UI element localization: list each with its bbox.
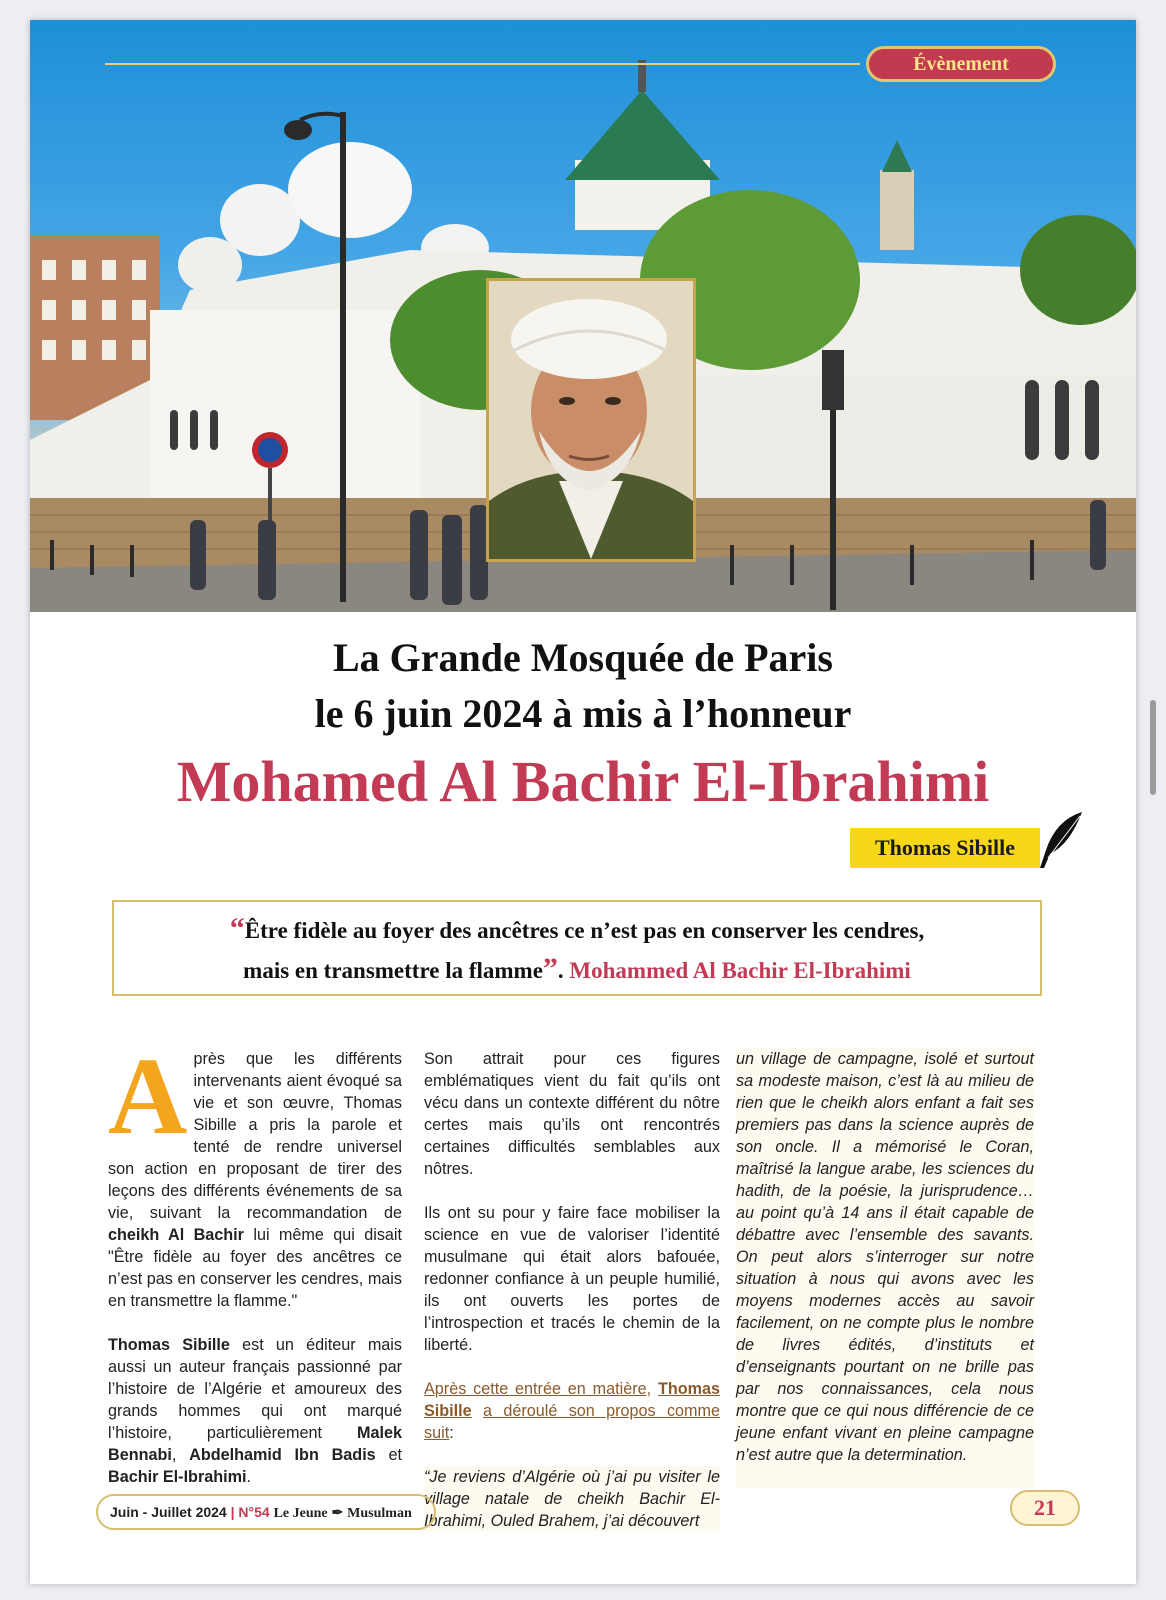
punctuation: , — [171, 1446, 177, 1464]
punctuation: . — [246, 1468, 252, 1486]
page-number: 21 — [1010, 1490, 1080, 1526]
footer-issue-info — [96, 1494, 436, 1530]
section-tag: Évènement — [866, 46, 1056, 82]
paragraph — [108, 1334, 402, 1488]
quill-icon — [1036, 810, 1086, 870]
bold-name: Thomas Sibille — [108, 1336, 230, 1354]
paragraph — [108, 1035, 403, 1312]
paragraph-text: est un éditeur mais aussi un auteur français passionné par l’histoire de l’Algérie et amoureux des grands hommes qui ont marqué l’histoire, particulièrement — [108, 1336, 402, 1442]
mosque-photo — [30, 20, 1136, 612]
link-text[interactable]: a déroulé son propos comme suit — [424, 1402, 721, 1442]
author-badge: Thomas Sibille — [850, 828, 1040, 868]
paragraph: Son attrait pour ces figures emblématiques vient du fait qu’ils ont vécu dans un contexte différent du nôtre certes mais qu’ils ont rencontrés certaines difficultés semblables aux nôtres. — [424, 1050, 720, 1178]
pull-quote — [112, 900, 1042, 996]
paragraph: Ils ont su pour y faire face mobiliser la science en vue de valoriser l’identité musulmane qui était alors bafouée, redonner confiance à un peuple humilié, ils ont ouverts les portes de l’introspection et tracés le chemin de la liberté. — [424, 1204, 720, 1354]
link-text[interactable]: Après cette entrée en matière, — [424, 1380, 652, 1398]
punctuation: : — [449, 1424, 454, 1442]
quote-line-1 — [114, 910, 1040, 950]
footer-separator: | — [230, 1504, 235, 1520]
close-quote-mark: ” — [542, 952, 558, 985]
article-column-3 — [736, 1048, 1034, 1488]
bold-name: Bachir El-Ibrahimi — [108, 1468, 247, 1486]
paragraph: un village de campagne, isolé et surtout sa modeste maison, c’est là au milieu de rien que le cheikh alors enfant a fait ses premiers pas dans la science auprès de son oncle. Il a mémorisé le Coran, maîtrisé la langue arabe, les sciences du hadith, de la poésie, la jurisprudence… au point qu’à 14 ans il était capable de débattre avec l’ensemble des savants. On peut alors s’interroger sur notre situation à nous qui avons avec les moyens modernes accès au savoir facilement, on ne compte plus le nombre de livres édités, d’instituts et d’enseignants pourtant on ne brille pas par nos connaissances, cela nous montre que ce qui nous différencie de ce jeune enfant vivant en pleine campagne n’est autre que la determination. — [736, 1050, 1034, 1464]
open-quote-mark: “ — [229, 912, 245, 945]
article-column-1 — [108, 1035, 403, 1510]
paragraph — [424, 1378, 720, 1444]
article-title — [30, 630, 1136, 820]
issue-date: Juin - Juillet 2024 — [110, 1504, 227, 1520]
paragraph-text: lui même qui disait "Être fidèle au foyer des ancêtres ce n’est pas en conserver les cendres, mais en transmettre la flamme." — [108, 1226, 403, 1310]
issue-number: N°54 — [238, 1504, 270, 1520]
quote-text-1: Être fidèle au foyer des ancêtres ce n’est pas en conserver les cendres, — [244, 918, 925, 943]
quill-logo-icon: ✒ — [331, 1504, 344, 1520]
title-line-1: La Grande Mosquée de Paris — [333, 635, 833, 680]
portrait-illustration — [489, 281, 693, 559]
bold-name: cheikh Al Bachir — [108, 1226, 244, 1244]
paragraph: “Je reviens d’Algérie où j’ai pu visiter le village natale de cheikh Bachir El-Ibrahimi, Ouled Brahem, j’ai découvert — [424, 1468, 720, 1530]
magazine-brand-b: Musulman — [347, 1506, 412, 1521]
magazine-brand-a: Le Jeune — [273, 1506, 328, 1521]
drop-cap: A — [108, 1035, 188, 1157]
paragraph-text: près que les différents intervenants aient évoqué sa vie et son œuvre, Thomas Sibille a pris la parole et tenté de rendre universel son action en proposant de tirer des leçons des différents événements de sa vie, suivant la recommandation de — [108, 1050, 402, 1222]
link-name[interactable]: Thomas Sibille — [424, 1380, 721, 1420]
quote-text-2: mais en transmettre la flamme — [243, 958, 543, 983]
quote-attribution: Mohammed Al Bachir El-Ibrahimi — [569, 958, 911, 983]
title-line-2: le 6 juin 2024 à mis à l’honneur — [314, 691, 852, 736]
portrait-image — [486, 278, 696, 562]
bold-name: Abdelhamid Ibn Badis — [189, 1446, 376, 1464]
bold-name: Malek Bennabi — [108, 1424, 402, 1464]
magazine-page — [30, 20, 1136, 1584]
quote-line-2 — [114, 950, 1040, 990]
article-column-2 — [424, 1048, 720, 1554]
quote-separator: . — [557, 958, 564, 983]
scrollbar-thumb[interactable] — [1150, 700, 1156, 795]
title-name: Mohamed Al Bachir El-Ibrahimi — [176, 749, 990, 814]
paragraph-text: et — [388, 1446, 402, 1464]
